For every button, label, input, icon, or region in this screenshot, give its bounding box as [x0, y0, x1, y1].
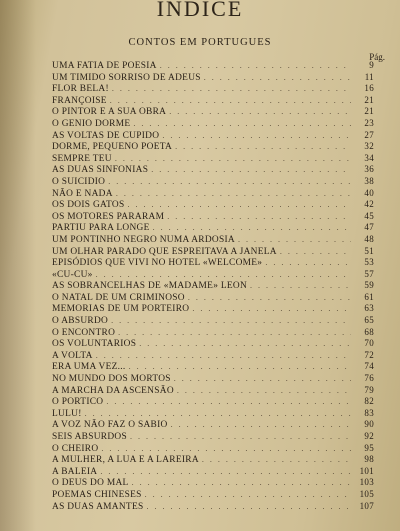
toc-entry-page: 95 — [364, 442, 374, 453]
toc-entry — [52, 361, 374, 373]
toc-entry-page: 9 — [369, 60, 374, 70]
toc-leader-dots — [151, 164, 351, 176]
toc-entry-page: 76 — [364, 373, 374, 384]
toc-entry — [52, 130, 374, 142]
toc-entry — [52, 234, 374, 246]
page-gutter-shadow — [0, 0, 36, 531]
toc-entry — [52, 199, 374, 211]
section-subtitle: CONTOS EM PORTUGUES — [128, 37, 272, 48]
toc-entry-title: DORME, PEQUENO POETA — [52, 142, 173, 153]
toc-entry — [52, 489, 374, 501]
toc-leader-dots — [115, 153, 351, 165]
toc-entry-title: EPISÓDIOS QUE VIVI NO HOTEL «WELCOME» — [52, 258, 263, 269]
page-column-header: Pág. — [369, 52, 385, 62]
toc-entry-title: PARTIU PARA LONGE — [52, 223, 150, 234]
toc-entry — [52, 246, 374, 258]
toc-entry — [52, 315, 374, 327]
toc-entry-title: A MULHER, A LUA E A LAREIRA — [52, 455, 199, 466]
toc-entry — [52, 338, 374, 350]
toc-leader-dots — [177, 385, 351, 397]
toc-entry — [52, 60, 374, 72]
toc-leader-dots — [116, 188, 351, 200]
toc-leader-dots — [204, 72, 351, 84]
toc-entry — [52, 466, 374, 478]
toc-entry — [52, 176, 374, 188]
toc-leader-dots — [167, 211, 351, 223]
toc-entry — [52, 153, 374, 165]
toc-entry-title: A VOLTA — [52, 350, 93, 361]
toc-leader-dots — [100, 466, 351, 478]
toc-entry — [52, 303, 374, 315]
toc-entry — [52, 72, 374, 84]
toc-entry-page: 98 — [364, 454, 374, 465]
toc-entry-page: 105 — [359, 488, 374, 499]
toc-leader-dots — [153, 222, 351, 234]
toc-entry — [52, 501, 374, 513]
toc-leader-dots — [129, 361, 351, 373]
toc-entry — [52, 141, 374, 153]
toc-entry-title: OS DOIS GATOS — [52, 200, 125, 211]
toc-leader-dots — [169, 106, 351, 118]
toc-entry-title: A VOZ NÃO FAZ O SABIO — [52, 420, 168, 431]
toc-leader-dots — [145, 489, 351, 501]
toc-entry-title: O GENIO DORME — [52, 118, 131, 129]
toc-entry — [52, 118, 374, 130]
toc-leader-dots — [128, 199, 352, 211]
toc-entry-page: 21 — [364, 106, 374, 117]
toc-leader-dots — [265, 257, 351, 269]
toc-entry-title: NÃO E NADA — [52, 188, 113, 199]
toc-entry-page: 72 — [364, 349, 374, 360]
toc-leader-dots — [202, 454, 351, 466]
toc-entry-page: 45 — [364, 210, 374, 221]
toc-entry-page: 34 — [364, 152, 374, 163]
toc-entry — [52, 350, 374, 362]
toc-entry-title: A MARCHA DA ASCENSÃO — [52, 385, 174, 396]
toc-entry-page: 103 — [359, 477, 374, 488]
toc-entry-title: AS VOLTAS DE CUPIDO — [52, 130, 160, 141]
toc-entry-title: «CU-CU» — [52, 269, 93, 280]
toc-leader-dots — [108, 176, 351, 188]
toc-leader-dots — [106, 396, 351, 408]
toc-entry-title: AS DUAS AMANTES — [52, 501, 144, 512]
toc-entry — [52, 269, 374, 281]
toc-entry-page: 63 — [364, 303, 374, 314]
toc-entry-page: 70 — [364, 338, 374, 349]
toc-entry-page: 47 — [364, 222, 374, 233]
toc-leader-dots — [85, 408, 351, 420]
toc-entry-page: 68 — [364, 326, 374, 337]
toc-entry-title: OS VOLUNTARIOS — [52, 339, 137, 350]
toc-entry-page: 90 — [364, 419, 374, 430]
toc-entry-page: 57 — [364, 268, 374, 279]
toc-entry-page: 36 — [364, 164, 374, 175]
toc-leader-dots — [101, 443, 351, 455]
toc-entry-page: 82 — [364, 396, 374, 407]
toc-entry-page: 74 — [364, 361, 374, 372]
toc-entry-page: 40 — [364, 187, 374, 198]
toc-leader-dots — [238, 234, 351, 246]
toc-entry-page: 42 — [364, 199, 374, 210]
toc-entry-title: UM PONTINHO NEGRO NUMA ARDOSIA — [52, 234, 235, 245]
toc-entry — [52, 477, 374, 489]
toc-entry-page: 21 — [364, 94, 374, 105]
toc-leader-dots — [96, 269, 351, 281]
toc-leader-dots — [132, 477, 351, 489]
toc-entry — [52, 327, 374, 339]
toc-entry-page: 51 — [364, 245, 374, 256]
toc-entry — [52, 443, 374, 455]
toc-leader-dots — [112, 83, 351, 95]
toc-entry-page: 48 — [364, 233, 374, 244]
toc-entry-title: UM TIMIDO SORRISO DE ADEUS — [52, 72, 201, 83]
toc-leader-dots — [96, 350, 351, 362]
page-title: INDICE — [156, 0, 244, 21]
toc-leader-dots — [139, 338, 351, 350]
toc-entry-title: SEIS ABSURDOS — [52, 432, 128, 442]
toc-entry-title: SEMPRE TEU — [52, 153, 112, 164]
toc-entry-title: O PINTOR E A SUA OBRA — [52, 107, 167, 118]
toc-entry-title: NO MUNDO DOS MORTOS — [52, 374, 171, 385]
toc-entry — [52, 222, 374, 234]
toc-leader-dots — [118, 327, 351, 339]
toc-entry — [52, 419, 374, 431]
toc-entry — [52, 396, 374, 408]
toc-entry-page: 107 — [359, 500, 374, 511]
toc-entry-title: A BALEIA — [52, 466, 98, 477]
toc-entry-title: AS DUAS SINFONIAS — [52, 165, 149, 176]
toc-entry — [52, 454, 374, 466]
toc-entry-page: 83 — [364, 407, 374, 418]
toc-entry-title: OS MOTORES PARARAM — [52, 211, 165, 222]
toc-entry — [52, 188, 374, 200]
toc-leader-dots — [111, 315, 351, 327]
toc-entry-page: 101 — [359, 465, 374, 476]
toc-leader-dots — [171, 419, 351, 431]
toc-entry — [52, 385, 374, 397]
toc-entry — [52, 211, 374, 223]
toc-entry — [52, 280, 374, 292]
toc-entry — [52, 408, 374, 420]
toc-entry-page: 59 — [364, 280, 374, 291]
toc-entry-page: 79 — [364, 384, 374, 395]
toc-entry-title: O NATAL DE UM CRIMINOSO — [52, 292, 185, 303]
toc-entry-page: 16 — [364, 83, 374, 94]
toc-leader-dots — [160, 60, 351, 72]
toc-leader-dots — [162, 130, 351, 142]
toc-entry-title: O CHEIRO — [52, 443, 99, 454]
toc-leader-dots — [110, 95, 351, 107]
toc-entry-title: O ENCONTRO — [52, 327, 116, 338]
toc-entry-title: AS SOBRANCELHAS DE «MADAME» LEON — [52, 281, 248, 292]
toc-entry-title: MEMORIAS DE UM PORTEIRO — [52, 304, 190, 315]
toc-leader-dots — [133, 118, 351, 130]
toc-entry — [52, 373, 374, 385]
toc-entry — [52, 95, 374, 107]
toc-leader-dots — [130, 431, 351, 443]
toc-entry-title: POEMAS CHINESES — [52, 489, 142, 500]
toc-leader-dots — [188, 292, 351, 304]
toc-entry-page: 23 — [364, 117, 374, 128]
toc-entry-title: O ABSURDO — [52, 316, 109, 327]
toc-leader-dots — [280, 246, 351, 258]
toc-leader-dots — [147, 501, 352, 513]
toc-entry-title: UMA FATIA DE POESIA — [52, 61, 157, 71]
toc-entry-page: 65 — [364, 315, 374, 326]
toc-entry-page: 61 — [364, 291, 374, 302]
toc-entry-page: 27 — [364, 129, 374, 140]
toc-entry-title: FLOR BELA! — [52, 84, 109, 95]
toc-leader-dots — [192, 303, 351, 315]
toc-entry — [52, 257, 374, 269]
toc-entry — [52, 164, 374, 176]
toc-leader-dots — [175, 141, 351, 153]
toc-entry-title: O PORTICO — [52, 397, 104, 408]
toc-entry-title: UM OLHAR PARADO QUE ESPREITAVA A JANELA — [52, 246, 277, 257]
toc-entry-title: O SUICIDIO — [52, 176, 106, 187]
toc-entry-page: 53 — [364, 257, 374, 268]
toc-entry — [52, 431, 374, 443]
toc-entry-page: 32 — [364, 141, 374, 152]
toc-entry — [52, 83, 374, 95]
toc-entry-page: 38 — [364, 175, 374, 186]
toc-entry-page: 92 — [364, 431, 374, 441]
toc-leader-dots — [250, 280, 351, 292]
toc-entry — [52, 106, 374, 118]
toc-entry-title: ERA UMA VEZ... — [52, 362, 126, 373]
toc-entry-title: LULU! — [52, 408, 82, 419]
toc-leader-dots — [174, 373, 351, 385]
toc-entry-page: 11 — [364, 71, 374, 82]
toc-entry-title: O DEUS DO MAL — [52, 478, 129, 489]
toc-entry — [52, 292, 374, 304]
toc-entry-title: FRANÇOISE — [52, 95, 107, 106]
table-of-contents — [52, 60, 374, 512]
